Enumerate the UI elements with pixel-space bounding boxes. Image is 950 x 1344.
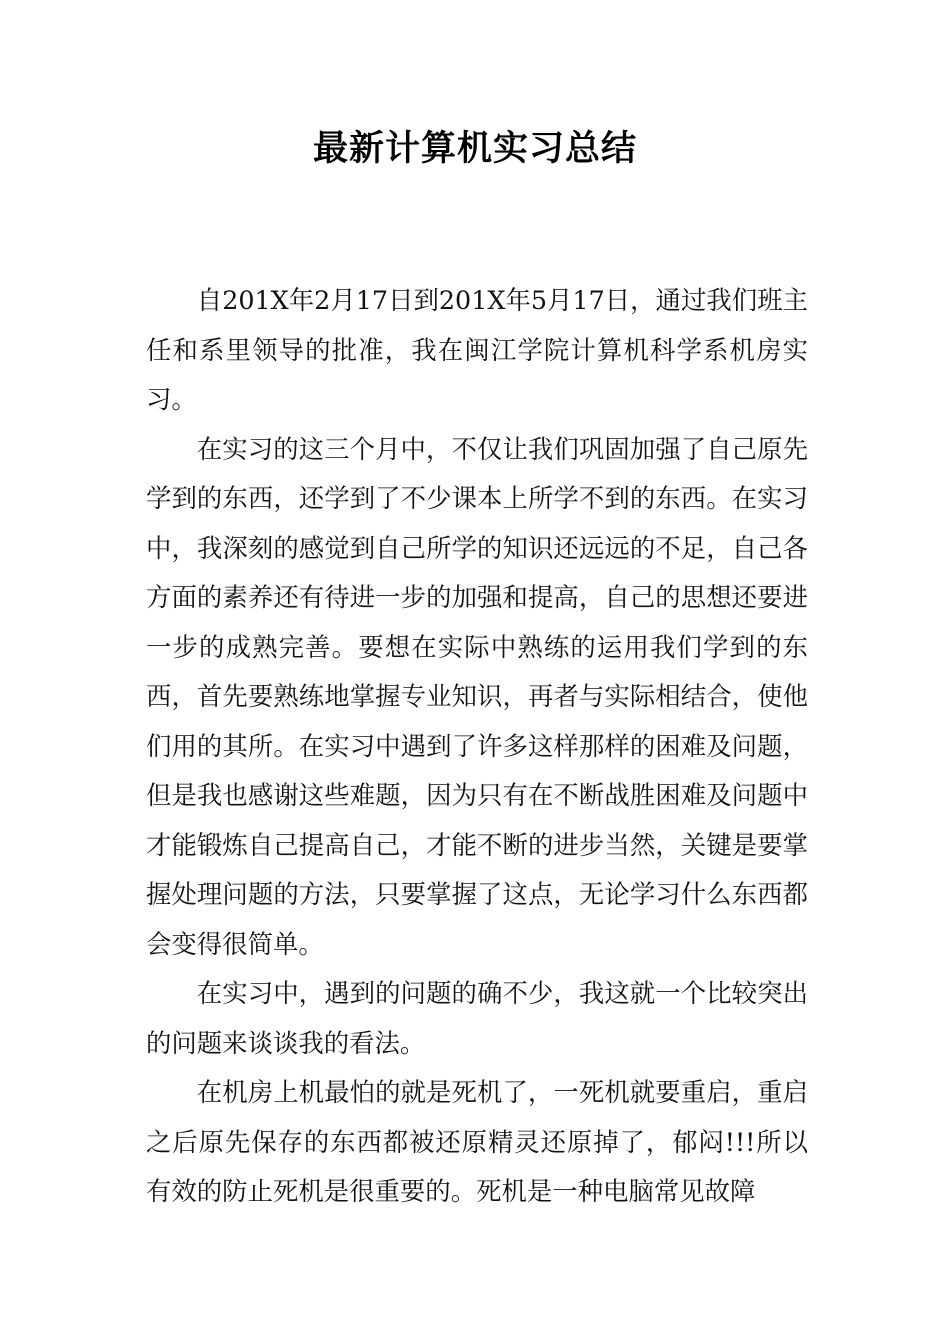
document-title: 最新计算机实习总结 xyxy=(312,129,637,169)
paragraph-2: 在实习的这三个月中，不仅让我们巩固加强了自己原先学到的东西，还学到了不少课本上所学不到的东西。在实习中，我深刻的感觉到自己所学的知识还远远的不足，自己各方面的素养还有待进一步的加强和提高，自己的思想还要进一步的成熟完善。要想在实际中熟练的运用我们学到的东西，首先要熟练地掌握专业知识，再者与实际相结合，使他们用的其所。在实习中遇到了许多这样那样的困难及问题，但是我也感谢这些难题，因为只有在不断战胜困难及问题中才能锻炼自己提高自己，才能不断的进步当然，关键是要掌握处理问题的方法，只要掌握了这点，无论学习什么东西都会变得很简单。 xyxy=(146,433,808,959)
document-body xyxy=(146,276,808,1217)
paragraph-4: 在机房上机最怕的就是死机了，一死机就要重启，重启之后原先保存的东西都被还原精灵还原掉了，郁闷!!!所以有效的防止死机是很重要的。死机是一种电脑常见故障 xyxy=(146,1077,808,1206)
paragraph-1: 自201X年2月17日到201X年5月17日，通过我们班主任和系里领导的批准，我在闽江学院计算机科学系机房实习。 xyxy=(146,285,808,414)
paragraph-3: 在实习中，遇到的问题的确不少，我这就一个比较突出的问题来谈谈我的看法。 xyxy=(146,978,808,1058)
